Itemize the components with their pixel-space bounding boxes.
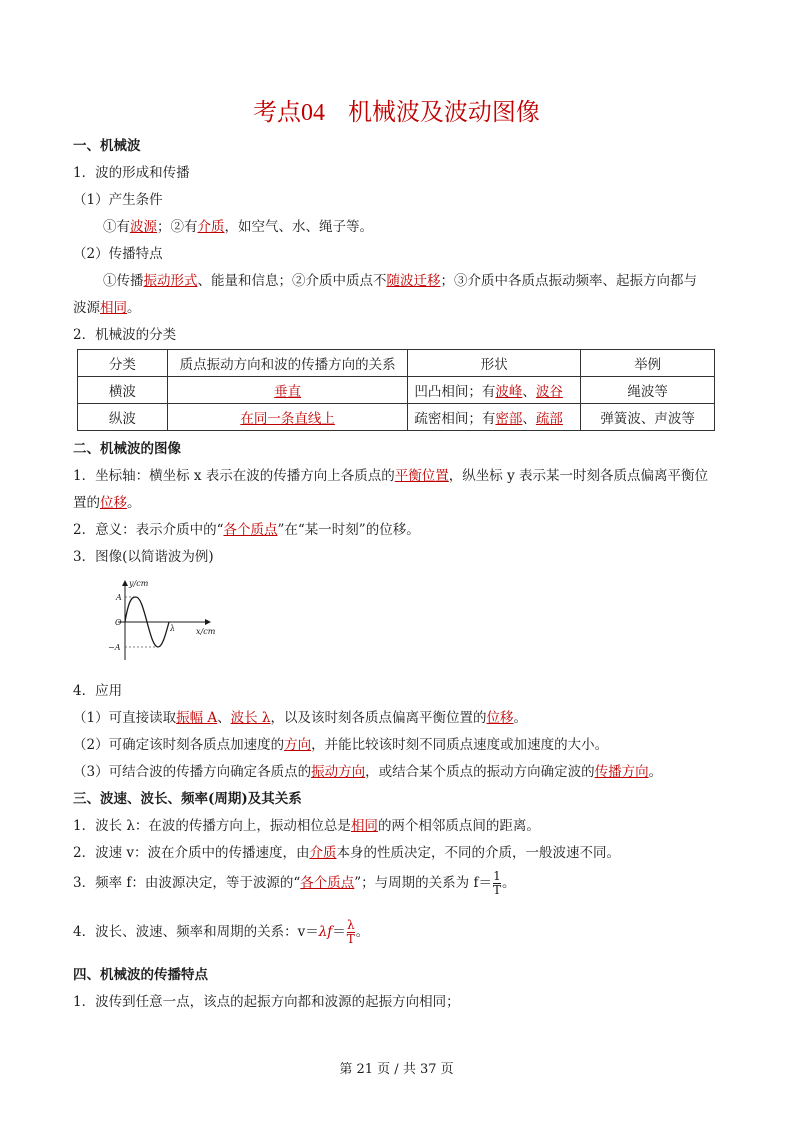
y-axis-label: y/cm	[129, 579, 149, 588]
x-axis-label: x/cm	[196, 627, 216, 636]
table-cell: 垂直	[167, 377, 408, 404]
sine-wave-graph	[100, 575, 225, 665]
table-header-row	[78, 350, 715, 377]
s2-p3: 3．图像(以简谐波为例)	[73, 549, 214, 565]
s2-p1-line2: 置的位移。	[73, 495, 141, 511]
table-cell: 在同一条直线上	[167, 404, 408, 431]
page-footer: 第 21 页 / 共 37 页	[339, 1062, 454, 1077]
s1-p1a-line: ①有波源；②有介质，如空气、水、绳子等。	[103, 219, 373, 235]
s1-p1: 1．波的形成和传播	[73, 165, 190, 181]
s2-p4a: （1）可直接读取振幅 A、波长 λ，以及该时刻各质点偏离平衡位置的位移。	[73, 710, 527, 726]
s1-p1b: （2）传播特点	[73, 246, 163, 262]
s2-p1-line1: 1．坐标轴：横坐标 x 表示在波的传播方向上各质点的平衡位置，纵坐标 y 表示某一时刻各质点偏离平衡位	[73, 468, 709, 484]
section-1-heading: 一、机械波	[73, 138, 141, 154]
wavelength-label: λ	[170, 624, 176, 633]
table-row	[78, 404, 715, 431]
neg-amplitude-label: −A	[108, 643, 121, 652]
s3-p1: 1．波长 λ：在波的传播方向上，振动相位总是相同的两个相邻质点间的距离。	[73, 818, 540, 834]
s4-p1: 1．波传到任意一点，该点的起振方向都和波源的起振方向相同；	[73, 994, 460, 1010]
s2-p2: 2．意义：表示介质中的“各个质点”在“某一时刻”的位移。	[73, 522, 420, 538]
table-cell: 弹簧波、声波等	[581, 404, 715, 431]
s1-p2: 2．机械波的分类	[73, 327, 177, 343]
s1-p1a: （1）产生条件	[73, 192, 163, 208]
table-header-cell: 质点振动方向和波的传播方向的关系	[167, 350, 408, 377]
s2-p4c: （3）可结合波的传播方向确定各质点的振动方向，或结合某个质点的振动方向确定波的传播方向。	[73, 764, 663, 780]
table-header-cell: 分类	[78, 350, 168, 377]
s1-p1b-line2: 波源相同。	[73, 300, 141, 316]
table-cell: 疏密相间；有密部、疏部	[408, 404, 581, 431]
origin-label: O	[115, 618, 122, 627]
table-cell: 绳波等	[581, 377, 715, 404]
s2-p4: 4．应用	[73, 683, 123, 699]
page-title: 考点04 机械波及波动图像	[253, 98, 540, 126]
s1-p1b-line1: ①传播振动形式、能量和信息；②介质中质点不随波迁移；③介质中各质点振动频率、起振方向都与	[103, 273, 697, 289]
wave-classification-table	[77, 349, 715, 431]
table-header-cell: 举例	[581, 350, 715, 377]
table-cell: 纵波	[78, 404, 168, 431]
s3-p4: 4．波长、波速、频率和周期的关系：v＝λf＝ $\frac{\lambda}{T}$ 。	[73, 918, 370, 946]
s3-p3: 3．频率 f：由波源决定，等于波源的“各个质点”；与周期的关系为 f＝ $\frac{1}{T}$ 。	[73, 869, 516, 897]
amplitude-label: A	[116, 593, 122, 602]
table-header-cell: 形状	[408, 350, 581, 377]
section-3-heading: 三、波速、波长、频率(周期)及其关系	[73, 791, 302, 807]
s3-p2: 2．波速 v：波在介质中的传播速度，由介质本身的性质决定，不同的介质，一般波速不同。	[73, 845, 621, 861]
s2-p4b: （2）可确定该时刻各质点加速度的方向，并能比较该时刻不同质点速度或加速度的大小。	[73, 737, 609, 753]
one-over-t-fraction: $\frac{1}{T}$	[492, 869, 501, 897]
lambda-over-t-fraction: $\frac{\lambda}{T}$	[346, 918, 355, 946]
section-2-heading: 二、机械波的图像	[73, 441, 181, 457]
section-4-heading: 四、机械波的传播特点	[73, 967, 208, 983]
table-cell: 凹凸相间；有波峰、波谷	[408, 377, 581, 404]
table-row	[78, 377, 715, 404]
table-cell: 横波	[78, 377, 168, 404]
